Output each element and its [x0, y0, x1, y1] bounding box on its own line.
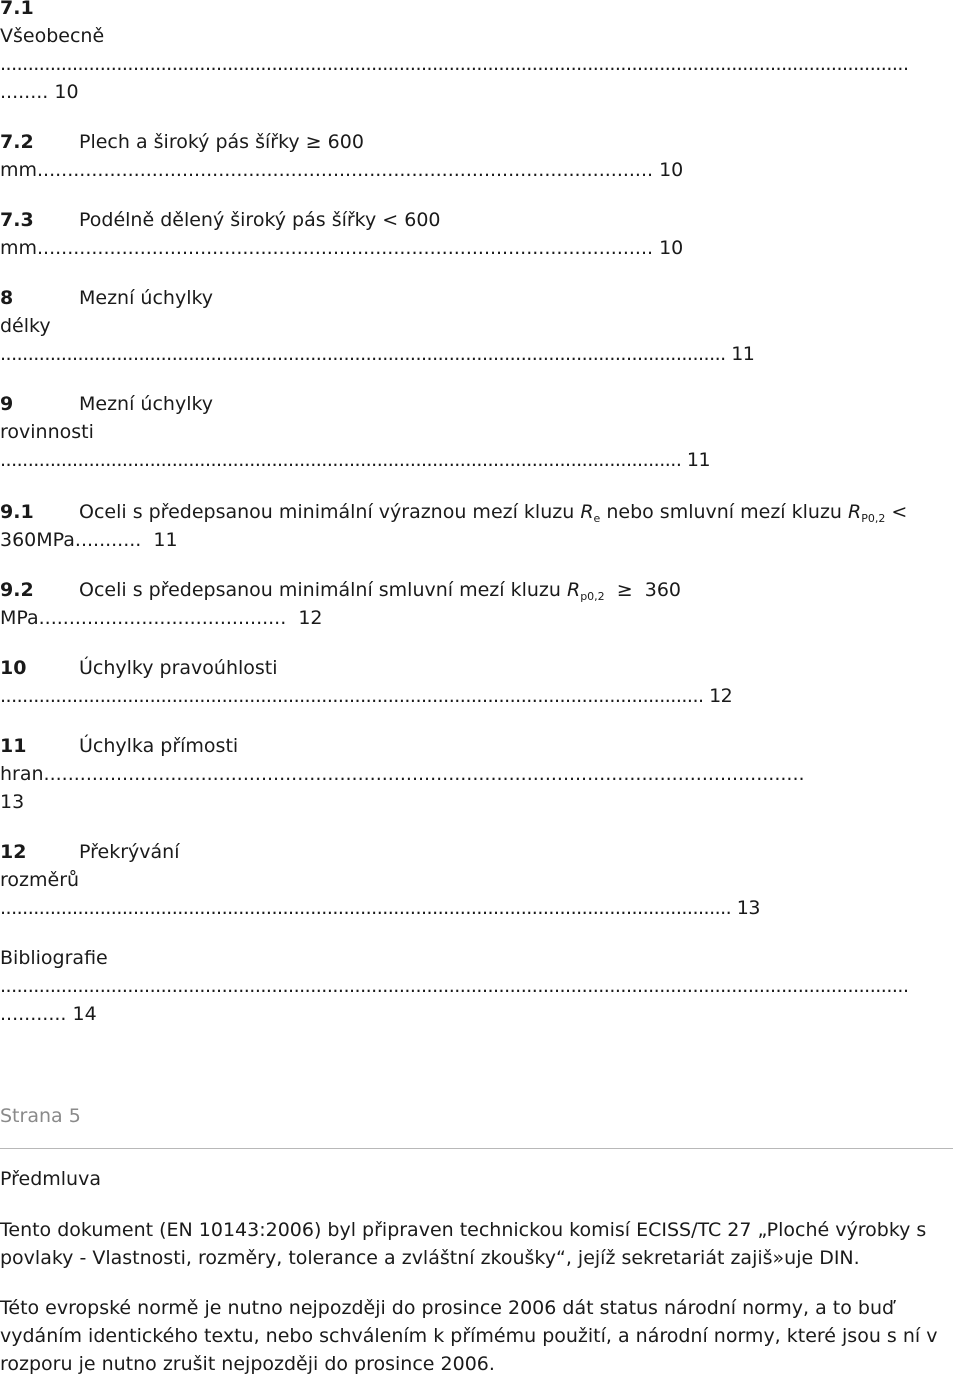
toc-title-8: Mezní úchylky	[79, 287, 214, 309]
toc-title-9-1-part-a: Oceli s předepsanou minimální výraznou mezí kluzu	[79, 501, 581, 523]
toc-number-10: 10	[0, 657, 27, 679]
symbol-r-p02: R	[848, 501, 862, 523]
page-divider	[0, 1148, 953, 1149]
foreword-heading: Předmluva	[0, 1168, 101, 1190]
toc-number-7-2: 7.2	[0, 131, 34, 153]
toc-number-9-2: 9.2	[0, 579, 34, 601]
toc-title-bibliography: Bibliografie	[0, 947, 108, 969]
toc-continuation-9-2: MPa......................................... 12	[0, 607, 323, 629]
subscript-e: e	[593, 512, 601, 525]
toc-page-11: 13	[0, 791, 25, 813]
toc-title-9-2-part-b: ≥ 360	[604, 579, 682, 601]
toc-continuation-9-1: 360MPa........... 11	[0, 529, 178, 551]
toc-number-8: 8	[0, 287, 14, 309]
toc-title-9: Mezní úchylky	[79, 393, 214, 415]
toc-number-7-1: 7.1	[0, 0, 34, 19]
toc-continuation-7-2: mm...................................................................................................... 10	[0, 159, 684, 181]
toc-title-7-3: Podélně dělený široký pás šířky < 600	[79, 209, 441, 231]
symbol-r-p02: R	[566, 579, 581, 601]
toc-leader-7-1: ....................................................................................................................................................................	[0, 53, 909, 75]
toc-title-11: Úchylka přímosti	[79, 735, 239, 757]
toc-title-9-line2: rovinnosti	[0, 421, 94, 443]
symbol-r-e: R	[580, 501, 594, 523]
toc-title-8-line2: délky	[0, 315, 51, 337]
toc-leader-9: ........................................................................................................................... 11	[0, 449, 711, 471]
foreword-paragraph-2: Této evropské normě je nutno nejpozději do prosince 2006 dát status národní normy, a to buď vydáním identického textu, nebo schválením k přímému použití, a národní normy, které jsou s ní v rozporu je nutno zrušit nejpozději do prosince 2006.	[0, 1297, 938, 1375]
toc-title-7-2: Plech a široký pás šířky ≥ 600	[79, 131, 364, 153]
page-number-footer: Strana 5	[0, 1105, 81, 1127]
subscript-p02: p0,2	[580, 590, 605, 603]
toc-continuation-7-3: mm...................................................................................................... 10	[0, 237, 684, 259]
toc-leader-8: ................................................................................................................................... 11	[0, 343, 755, 365]
toc-leader-bibliography: ....................................................................................................................................................................	[0, 975, 909, 997]
toc-page-bibliography: ........... 14	[0, 1003, 97, 1025]
toc-title-7-1: Všeobecně	[0, 25, 105, 47]
toc-number-9-1: 9.1	[0, 501, 34, 523]
toc-number-12: 12	[0, 841, 27, 863]
toc-title-9-1-part-c: <	[885, 501, 908, 523]
toc-title-12-line2: rozměrů	[0, 869, 80, 891]
toc-title-9-1-part-b: nebo smluvní mezí kluzu	[600, 501, 848, 523]
toc-number-11: 11	[0, 735, 27, 757]
toc-title-12: Překrývání	[79, 841, 180, 863]
toc-number-7-3: 7.3	[0, 209, 34, 231]
toc-leader-12: .................................................................................................................................... 13	[0, 897, 760, 919]
toc-leader-10: ............................................................................................................................... 12	[0, 685, 733, 707]
toc-title-10: Úchylky pravoúhlosti	[79, 657, 278, 679]
toc-number-9: 9	[0, 393, 14, 415]
toc-title-9-2-part-a: Oceli s předepsanou minimální smluvní mezí kluzu	[79, 579, 567, 601]
subscript-p02: P0,2	[861, 512, 886, 525]
toc-title-9-2	[79, 576, 681, 607]
toc-title-9-1	[79, 498, 907, 529]
toc-continuation-11: hran..............................................................................................................................	[0, 763, 805, 785]
toc-page-7-1: ........ 10	[0, 81, 79, 103]
foreword-paragraph-1: Tento dokument (EN 10143:2006) byl připraven technickou komisí ECISS/TC 27 „Ploché výrobky s povlaky - Vlastnosti, rozměry, tolerance a zvláštní zkoušky“, jejíž sekretariát zajiš»uje DIN.	[0, 1219, 927, 1269]
